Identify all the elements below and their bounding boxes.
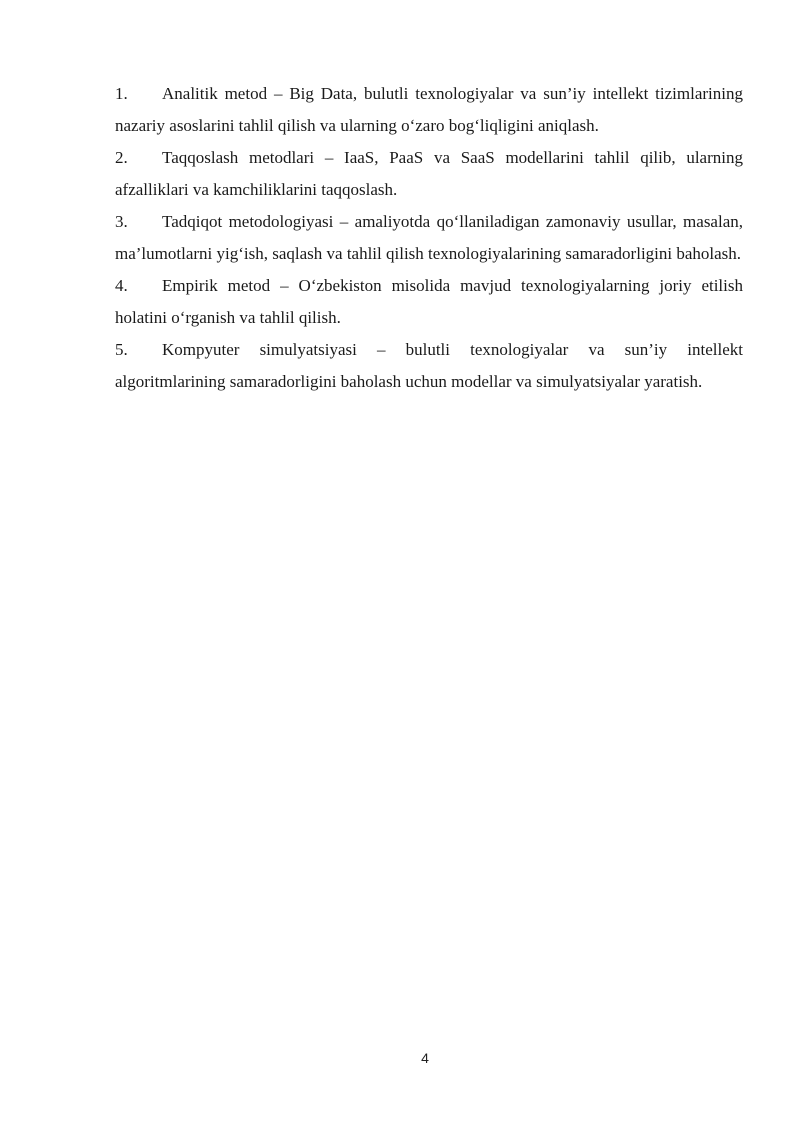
- list-item: [115, 334, 743, 398]
- list-item-text: Analitik metod – Big Data, bulutli texnologiyalar va sun’iy intellekt tizimlarining nazariy asoslarini tahlil qilish va ularning o‘zaro bog‘liqligini aniqlash.: [115, 84, 743, 135]
- list-item-text: Empirik metod – O‘zbekiston misolida mavjud texnologiyalarning joriy etilish holatini o‘rganish va tahlil qilish.: [115, 276, 743, 327]
- list-item-number: 1.: [115, 84, 128, 103]
- list-item-number: 4.: [115, 276, 128, 295]
- list-item-text: Kompyuter simulyatsiyasi – bulutli texnologiyalar va sun’iy intellekt algoritmlarining samaradorligini baholash uchun modellar va simulyatsiyalar yaratish.: [115, 340, 743, 391]
- list-item-number: 3.: [115, 212, 128, 231]
- page-number: 4: [421, 1050, 429, 1066]
- list-item-number: 2.: [115, 148, 128, 167]
- list-item-number: 5.: [115, 340, 128, 359]
- document-body: [115, 78, 743, 398]
- list-item-text: Tadqiqot metodologiyasi – amaliyotda qo‘llaniladigan zamonaviy usullar, masalan, ma’lumotlarni yig‘ish, saqlash va tahlil qilish texnologiyalarining samaradorligini baholash.: [115, 212, 743, 263]
- list-item: [115, 270, 743, 334]
- list-item-text: Taqqoslash metodlari – IaaS, PaaS va SaaS modellarini tahlil qilib, ularning afzalliklari va kamchiliklarini taqqoslash.: [115, 148, 743, 199]
- list-item: [115, 206, 743, 270]
- list-item: [115, 142, 743, 206]
- list-item: [115, 78, 743, 142]
